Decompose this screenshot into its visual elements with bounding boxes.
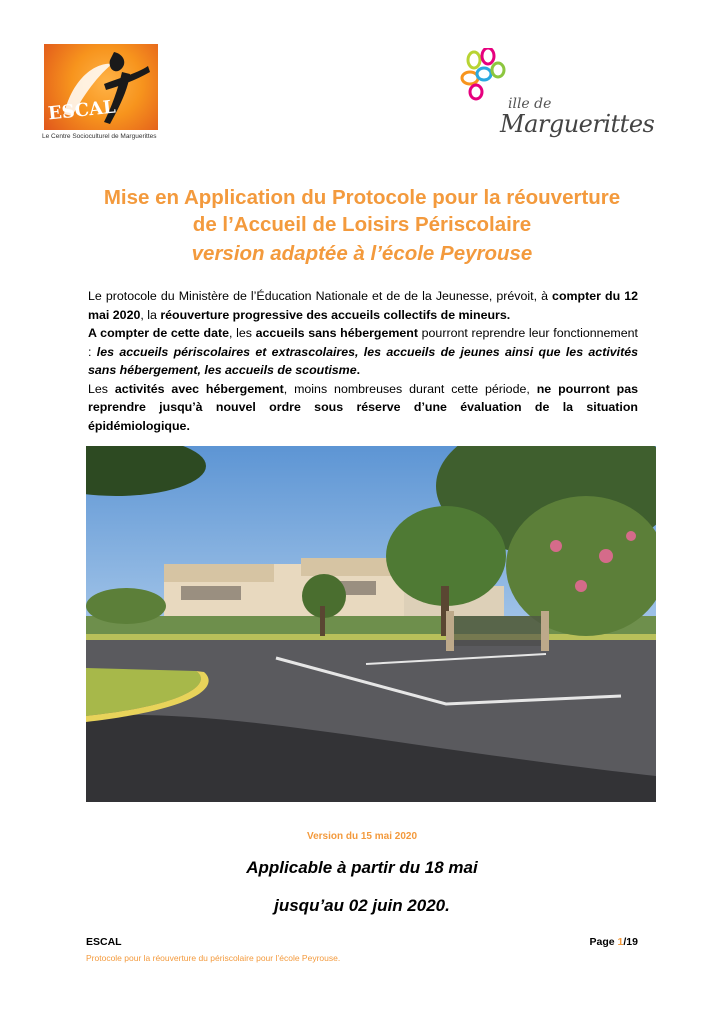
text-run-bold: . (356, 363, 361, 377)
title-line-1: Mise en Application du Protocole pour la réouverture (103, 186, 621, 209)
footer-subtitle: Protocole pour la réouverture du périscolaire pour l’école Peyrouse. (86, 953, 341, 963)
text-run: Les (88, 381, 115, 396)
page-number (590, 936, 638, 948)
text-run-bold: ne pourront pas reprendre jusqu’à nouvel ordre sous réserve d’une évaluation de la situation épidémiologique. (88, 381, 638, 433)
text-run: pourront reprendre leur fonctionnement : (88, 326, 638, 359)
footer-org: ESCAL (86, 936, 122, 948)
text-run-bold: accueils sans hébergement (255, 326, 418, 340)
paragraph-2 (88, 324, 638, 380)
text-run-bold: compter du 12 mai 2020 (88, 289, 638, 322)
page-current: 1 (617, 936, 624, 948)
paragraph-1 (88, 287, 638, 324)
ville-marguerittes-logo (460, 48, 655, 148)
text-run: , la (140, 307, 161, 322)
version-date: Version du 15 mai 2020 (306, 831, 418, 842)
escal-logo (44, 44, 158, 130)
applicable-from: Applicable à partir du 18 mai (246, 858, 478, 877)
applicable-until: jusqu’au 02 juin 2020. (274, 896, 450, 915)
ville-logo-line2: Marguerittes (500, 110, 655, 138)
text-run-bold: réouverture progressive des accueils collectifs de mineurs. (160, 307, 511, 322)
text-run: , les (228, 326, 256, 340)
text-run-bold-italic: les accueils périscolaires et extrascolaires, les accueils de jeunes ainsi que les activités sans hébergement, les accueils de scoutisme (88, 344, 639, 377)
text-run-bold: A compter de cette date (88, 326, 229, 340)
text-run-bold: activités avec hébergement (114, 381, 284, 396)
page-total: /19 (623, 936, 638, 948)
page-label: Page (589, 936, 618, 948)
school-photo (86, 446, 656, 802)
escal-logo-caption: Le Centre Socioculturel de Marguerittes (42, 133, 157, 140)
text-run: Le protocole du Ministère de l’Éducation Nationale et de de la Jeunesse, prévoit, à (88, 289, 553, 303)
title-line-3: version adaptée à l’école Peyrouse (191, 242, 533, 265)
ville-logo-line1: ille de (508, 96, 552, 112)
paragraph-3 (88, 380, 638, 436)
text-run: , moins nombreuses durant cette période, (283, 381, 537, 396)
intro-text (88, 287, 638, 435)
escal-logo-word: ESCAL (47, 96, 117, 125)
title-line-2: de l’Accueil de Loisirs Périscolaire (192, 213, 532, 236)
